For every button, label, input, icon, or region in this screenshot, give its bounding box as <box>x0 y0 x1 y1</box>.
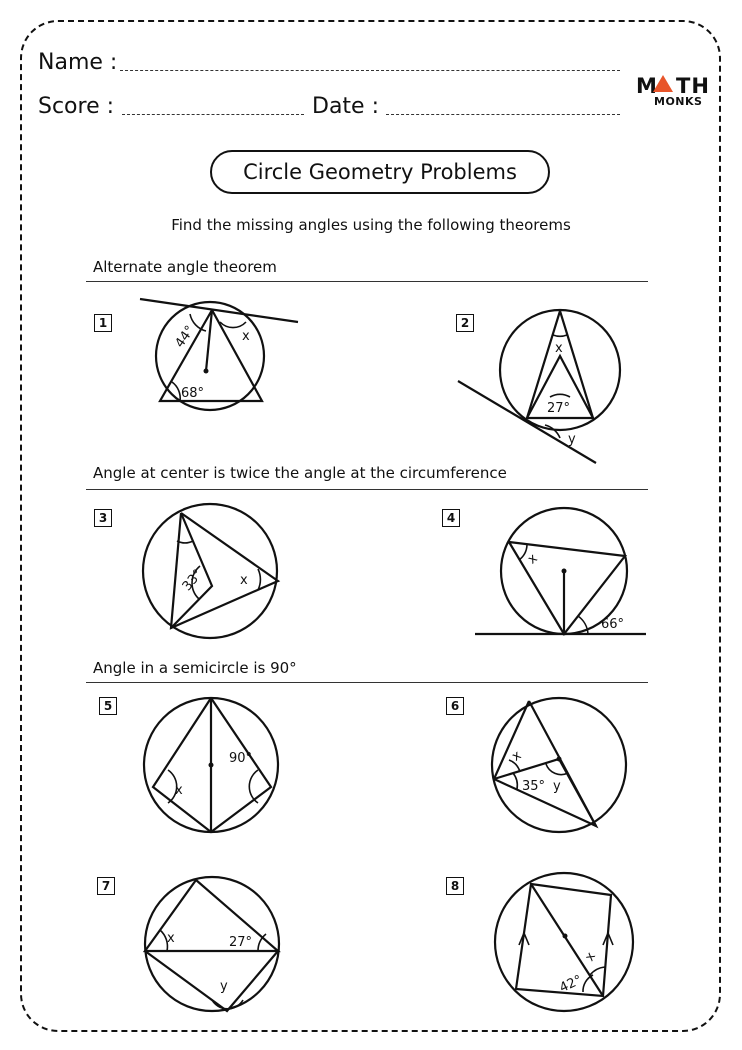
problem-number: 5 <box>99 697 117 715</box>
problem-number: 2 <box>456 314 474 332</box>
center-dot <box>563 934 568 939</box>
angle-arc <box>553 335 567 336</box>
angle-label: 27° <box>547 401 571 416</box>
section-heading-center: Angle at center is twice the angle at the circumference <box>93 464 507 482</box>
circle <box>156 302 264 410</box>
diagram-problem-2 <box>458 310 620 463</box>
diagram-problem-5 <box>144 698 278 832</box>
section-heading-semicircle: Angle in a semicircle is 90° <box>93 659 297 677</box>
score-label: Score : <box>38 94 115 119</box>
angle-label: x <box>175 783 183 798</box>
angle-label: x <box>555 341 563 356</box>
circle <box>143 504 277 638</box>
angle-label: 42° <box>557 972 585 996</box>
circle <box>492 698 626 832</box>
page-title: Circle Geometry Problems <box>210 150 550 194</box>
problem-number: 1 <box>94 314 112 332</box>
logo-letters-th: TH <box>676 74 710 98</box>
angle-label: x <box>525 551 541 568</box>
diagram-problem-7 <box>145 877 279 1011</box>
problem-number: 6 <box>446 697 464 715</box>
angle-arc <box>212 1000 243 1009</box>
angle-label: 33° <box>179 566 207 595</box>
diagram-problem-1 <box>140 299 298 410</box>
center-dot <box>557 757 562 762</box>
angle-label: x <box>509 747 525 765</box>
diagram-problem-8 <box>495 873 633 1011</box>
upper-triangle <box>145 880 278 951</box>
center-dot <box>562 569 567 574</box>
angle-label: 44° <box>172 323 198 351</box>
angle-label: x <box>240 573 248 588</box>
name-label: Name : <box>38 50 118 75</box>
date-label: Date : <box>312 94 379 119</box>
center-dot <box>209 763 214 768</box>
angle-label: 68° <box>181 386 205 401</box>
angle-arc <box>590 967 605 975</box>
problem-number: 7 <box>97 877 115 895</box>
instructions: Find the missing angles using the following theorems <box>171 216 571 234</box>
problem-number: 3 <box>94 509 112 527</box>
angle-label: y <box>220 979 228 994</box>
angle-label: 90° <box>229 751 253 766</box>
angle-arc <box>550 394 570 397</box>
tangent-line <box>458 381 596 463</box>
problem-number: 8 <box>446 877 464 895</box>
diagram-problem-6 <box>492 698 626 832</box>
diagram-problem-4 <box>475 508 646 634</box>
logo-subtitle: MONKS <box>654 95 703 108</box>
angle-arc <box>258 569 260 590</box>
angle-label: x <box>242 329 250 344</box>
angle-label: y <box>568 432 576 447</box>
center-dot <box>204 369 209 374</box>
angle-label: x <box>167 931 175 946</box>
angle-label: 35° <box>522 779 546 794</box>
section-heading-alternate: Alternate angle theorem <box>93 258 277 276</box>
logo-letter-m: M <box>636 74 658 98</box>
diagram-problem-3 <box>143 504 278 638</box>
angle-arc <box>513 773 517 789</box>
problem-number: 4 <box>442 509 460 527</box>
angle-arc <box>220 322 246 328</box>
angle-label: 66° <box>601 617 625 632</box>
lower-triangle <box>145 951 278 1011</box>
angle-label: y <box>553 779 561 794</box>
angle-label: x <box>582 949 600 965</box>
angle-label: 27° <box>229 935 253 950</box>
angle-arc <box>177 541 193 543</box>
